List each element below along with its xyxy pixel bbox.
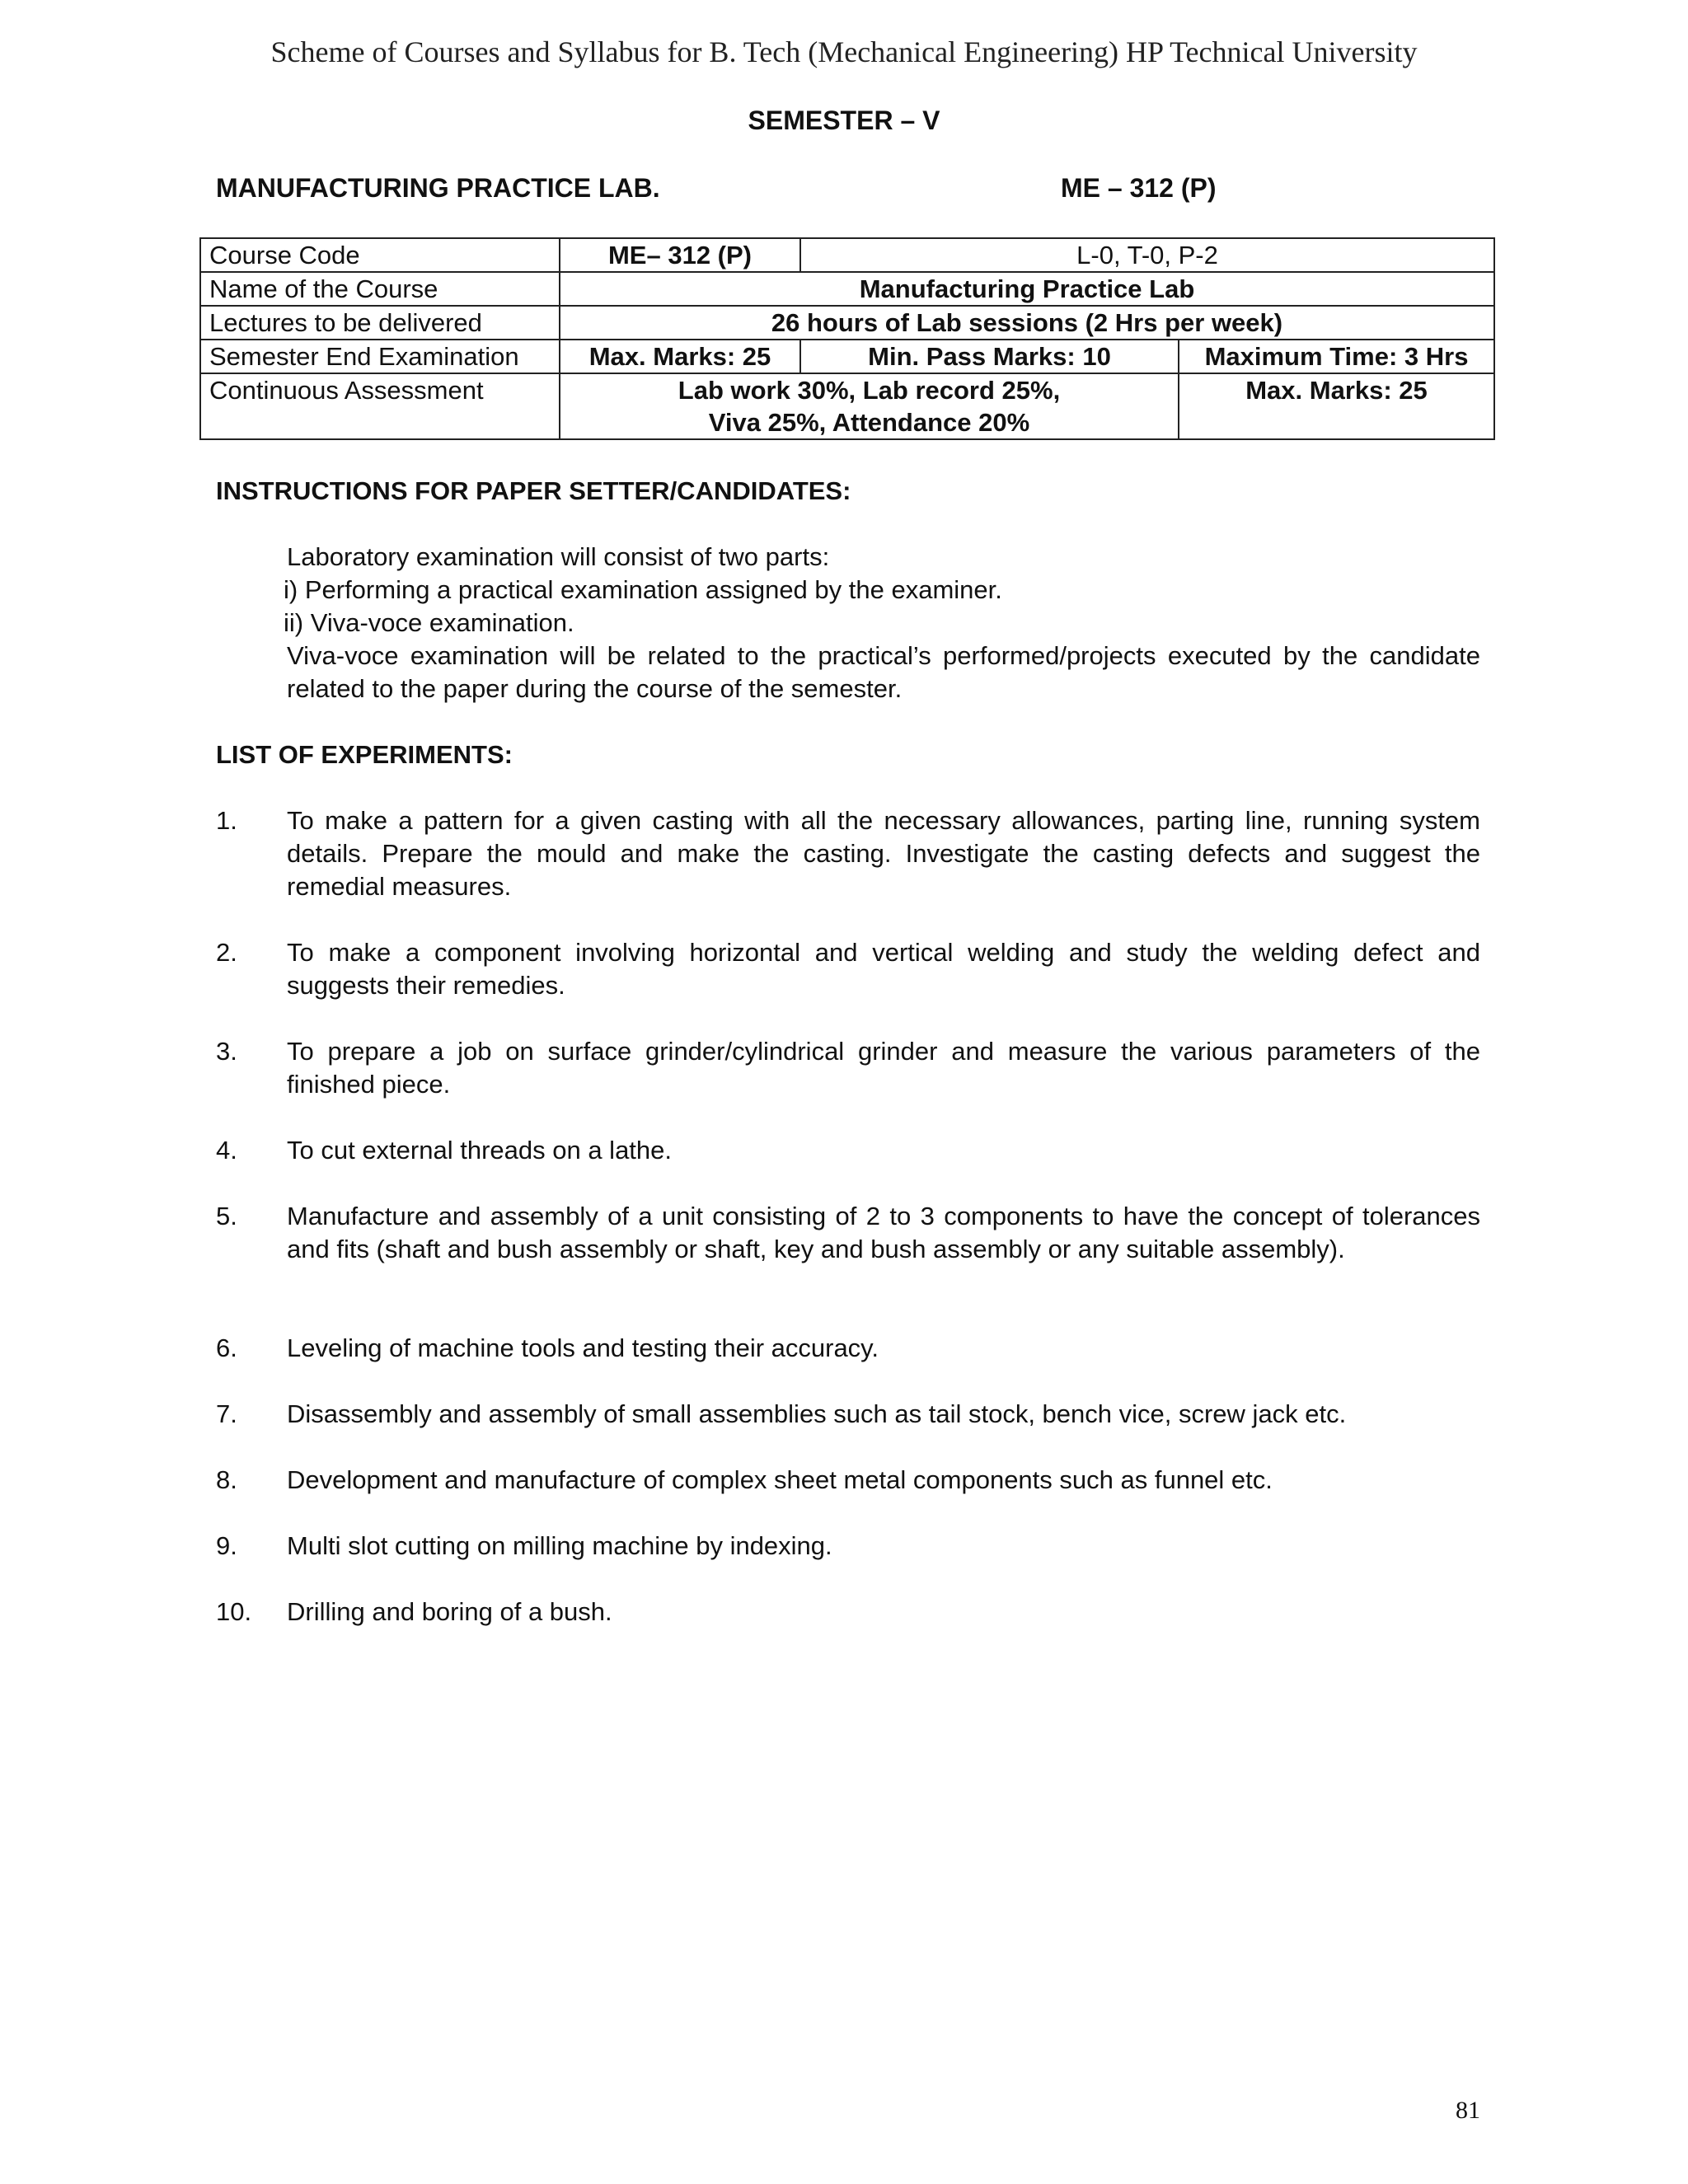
table-row <box>200 238 1494 272</box>
ca-max-marks: Max. Marks: 25 <box>1179 373 1494 439</box>
table-row <box>200 272 1494 306</box>
list-item-text: Leveling of machine tools and testing their accuracy. <box>287 1333 879 1362</box>
ca-breakdown-line-1: Lab work 30%, Lab record 25%, <box>678 376 1061 405</box>
list-item-number: 10. <box>216 1597 252 1626</box>
list-item-number: 5. <box>216 1202 237 1230</box>
list-item-text: Multi slot cutting on milling machine by indexing. <box>287 1531 832 1560</box>
course-title: MANUFACTURING PRACTICE LAB. <box>216 173 660 203</box>
running-header: Scheme of Courses and Syllabus for B. Tech (Mechanical Engineering) HP Technical University <box>270 35 1418 68</box>
instructions-intro: Laboratory examination will consist of two parts: <box>287 542 830 571</box>
list-item-text: Development and manufacture of complex sheet metal components such as funnel etc. <box>287 1465 1273 1494</box>
list-item-number: 8. <box>216 1465 237 1494</box>
lectures-label: Lectures to be delivered <box>200 306 560 340</box>
list-item <box>216 1398 1480 1431</box>
list-item-text: Drilling and boring of a bush. <box>287 1597 612 1626</box>
list-item-number: 1. <box>216 806 237 835</box>
instructions-body <box>284 541 1480 705</box>
lectures-value: 26 hours of Lab sessions (2 Hrs per week) <box>560 306 1494 340</box>
list-item-number: 9. <box>216 1531 237 1560</box>
ca-breakdown-line-2: Viva 25%, Attendance 20% <box>708 408 1030 437</box>
ca-label: Continuous Assessment <box>200 373 560 439</box>
table-row <box>200 306 1494 340</box>
list-item <box>216 936 1480 1002</box>
see-max-marks: Max. Marks: 25 <box>560 340 800 373</box>
list-item-number: 2. <box>216 938 237 967</box>
list-item <box>216 1530 1480 1563</box>
list-item-text: To make a pattern for a given casting with all the necessary allowances, parting line, running system details. Prepare the mould and make the casting. Investigate the casting defects and suggest the remedial measures. <box>287 806 1480 901</box>
list-item-text: Manufacture and assembly of a unit consisting of 2 to 3 components to have the concept of tolerances and fits (shaft and bush assembly or shaft, key and bush assembly or any suitable assembly). <box>287 1202 1480 1263</box>
see-min-pass-marks: Min. Pass Marks: 10 <box>800 340 1179 373</box>
instructions-part-2: ii) Viva-voce examination. <box>284 608 574 637</box>
course-name-value: Manufacturing Practice Lab <box>560 272 1494 306</box>
list-item-number: 7. <box>216 1399 237 1428</box>
ltp-value: L-0, T-0, P-2 <box>800 238 1494 272</box>
list-item <box>216 804 1480 903</box>
list-item-text: Disassembly and assembly of small assemblies such as tail stock, bench vice, screw jack etc. <box>287 1399 1347 1428</box>
experiments-title: LIST OF EXPERIMENTS: <box>216 740 513 769</box>
see-label: Semester End Examination <box>200 340 560 373</box>
list-item-number: 4. <box>216 1136 237 1165</box>
list-item <box>216 1035 1480 1101</box>
list-item <box>216 1332 1480 1365</box>
instructions-title: INSTRUCTIONS FOR PAPER SETTER/CANDIDATES: <box>216 476 851 505</box>
course-name-label: Name of the Course <box>200 272 560 306</box>
list-item <box>216 1596 1480 1629</box>
table-row <box>200 373 1494 439</box>
ca-breakdown <box>560 373 1179 439</box>
list-item-text: To make a component involving horizontal and vertical welding and study the welding defect and suggests their remedies. <box>287 938 1480 1000</box>
list-item <box>216 1134 1480 1167</box>
list-item <box>216 1200 1480 1266</box>
see-max-time: Maximum Time: 3 Hrs <box>1179 340 1494 373</box>
instructions-viva-note: Viva-voce examination will be related to the practical’s performed/projects executed by the candidate related to the paper during the course of the semester. <box>287 641 1480 703</box>
list-item <box>216 1464 1480 1497</box>
course-code-value: ME– 312 (P) <box>560 238 800 272</box>
course-info-table <box>199 237 1495 440</box>
instructions-part-1: i) Performing a practical examination assigned by the examiner. <box>284 575 1002 604</box>
course-code-title: ME – 312 (P) <box>1061 173 1217 203</box>
table-row <box>200 340 1494 373</box>
list-item-number: 6. <box>216 1333 237 1362</box>
list-item-text: To prepare a job on surface grinder/cylindrical grinder and measure the various parameters of the finished piece. <box>287 1037 1480 1099</box>
page-number: 81 <box>1456 2097 1480 2124</box>
course-code-label: Course Code <box>200 238 560 272</box>
semester-title: SEMESTER – V <box>748 105 940 135</box>
list-item-text: To cut external threads on a lathe. <box>287 1136 673 1165</box>
list-item-number: 3. <box>216 1037 237 1066</box>
